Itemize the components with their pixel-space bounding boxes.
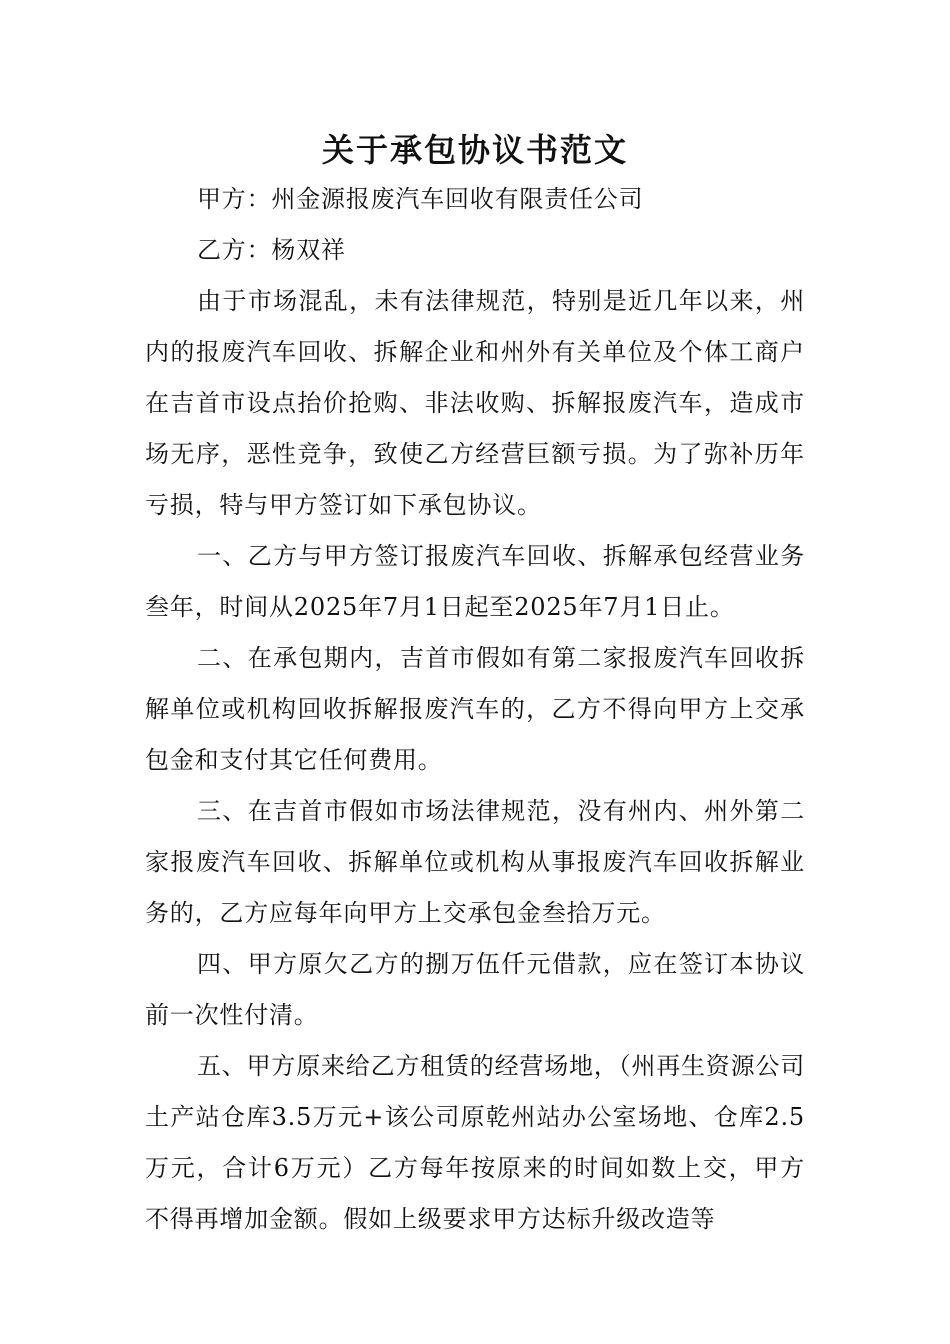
paragraph-clause-2: 二、在承包期内，吉首市假如有第二家报废汽车回收拆解单位或机构回收拆解报废汽车的，乙方不得向甲方上交承包金和支付其它任何费用。 [145,644,805,774]
paragraph-clause-3: 三、在吉首市假如市场法律规范，没有州内、州外第二家报废汽车回收、拆解单位或机构从事报废汽车回收拆解业务的，乙方应每年向甲方上交承包金叁拾万元。 [145,797,805,927]
document-title: 关于承包协议书范文 [321,131,628,169]
document-body [145,174,805,1245]
party-b-line: 乙方：杨双祥 [197,236,346,264]
paragraph-clause-4: 四、甲方原欠乙方的捌万伍仟元借款，应在签订本协议前一次性付清。 [145,950,805,1029]
party-a-line: 甲方：州金源报废汽车回收有限责任公司 [197,185,644,213]
paragraph-intro: 由于市场混乱，未有法律规范，特别是近几年以来，州内的报废汽车回收、拆解企业和州外有关单位及个体工商户在吉首市设点抬价抢购、非法收购、拆解报废汽车，造成市场无序，恶性竞争，致使乙方经营巨额亏损。为了弥补历年亏损，特与甲方签订如下承包协议。 [145,287,805,519]
paragraph-clause-1: 一、乙方与甲方签订报废汽车回收、拆解承包经营业务叁年，时间从2025年7月1日起至2025年7月1日止。 [145,542,805,621]
paragraph-clause-5: 五、甲方原来给乙方租赁的经营场地，（州再生资源公司土产站仓库3.5万元+该公司原乾州站办公室场地、仓库2.5万元，合计6万元）乙方每年按原来的时间如数上交，甲方不得再增加金额。假如上级要求甲方达标升级改造等 [145,1052,805,1233]
